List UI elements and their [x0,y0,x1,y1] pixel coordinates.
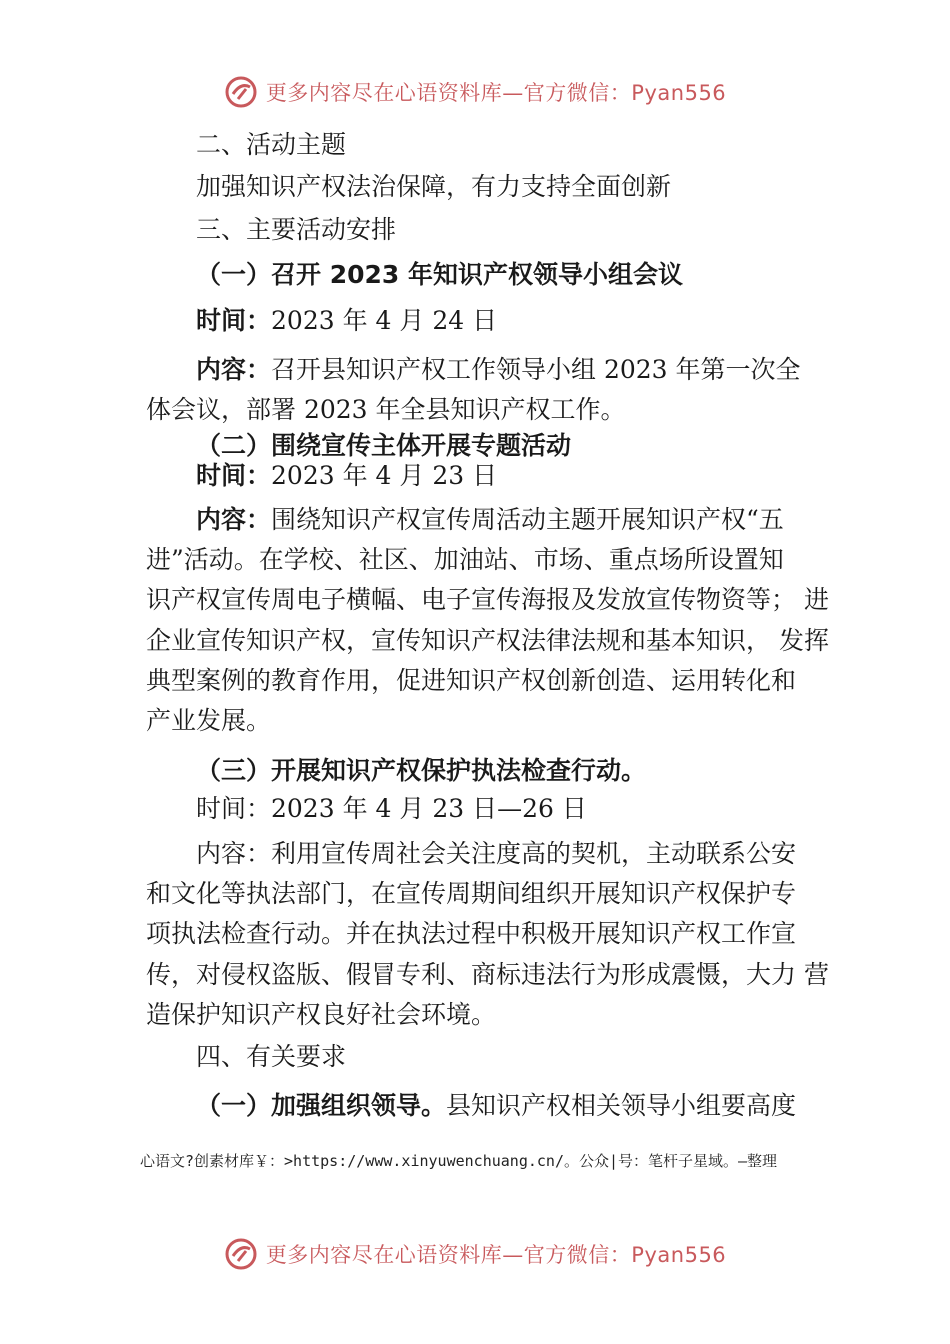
content-2-line4: 企业宣传知识产权，宣传知识产权法律法规和基本知识， 发挥 [146,626,829,655]
content-3-line4: 传，对侵权盗版、假冒专利、商标违法行为形成震慑，大力 营 [146,960,829,989]
section-heading-4: 四、有关要求 [196,1042,347,1071]
content-3-line1: 内容：利用宣传周社会关注度高的契机，主动联系公安 [196,839,797,868]
brand-logo-icon [224,1237,258,1271]
time-label: 时间： [196,461,272,490]
time-1 [196,304,497,338]
content-2-line6: 产业发展。 [146,706,272,735]
content-2 [196,503,784,537]
source-footer: 心语文?创素材库￥：>https://www.xinyuwenchuang.cn/。公众|号：笔杆子星域。—整理 [140,1152,778,1170]
content-1-cont: 体会议，部署 2023 年全县知识产权工作。 [146,395,626,424]
content-label: 内容： [196,505,272,534]
time-2 [196,459,497,493]
content-2-line2: 进”活动。在学校、社区、加油站、市场、重点场所设置知 [146,545,784,574]
time-value: 2023 年 4 月 23 日 [271,461,498,490]
time-value: 2023 年 4 月 24 日 [271,306,498,335]
requirement-1 [196,1089,796,1123]
content-1 [196,353,801,387]
requirement-heading: （一）加强组织领导。 [196,1091,447,1120]
content-3-line3: 项执法检查行动。并在执法过程中积极开展知识产权工作宣 [146,919,797,948]
subheading-3: （三）开展知识产权保护执法检查行动。 [196,756,647,785]
requirement-text: 县知识产权相关领导小组要高度 [446,1091,797,1120]
content-2-line3: 识产权宣传周电子横幅、电子宣传海报及发放宣传物资等； 进 [146,585,829,614]
time-label: 时间： [196,306,272,335]
content-text: 围绕知识产权宣传周活动主题开展知识产权“五 [271,505,784,534]
subheading-2: （二）围绕宣传主体开展专题活动 [196,431,572,460]
content-2-line5: 典型案例的教育作用，促进知识产权创新创造、运用转化和 [146,666,797,695]
watermark-header [0,70,950,114]
watermark-footer [0,1232,950,1276]
activity-theme: 加强知识产权法治保障，有力支持全面创新 [196,172,672,201]
watermark-text: 更多内容尽在心语资料库—官方微信：Pyan556 [265,1243,727,1267]
section-heading-3: 三、主要活动安排 [196,215,397,244]
brand-logo-icon [224,75,258,109]
content-text: 召开县知识产权工作领导小组 2023 年第一次全 [271,355,801,384]
content-label: 内容： [196,355,272,384]
section-heading-2: 二、活动主题 [196,130,347,159]
content-3-line2: 和文化等执法部门，在宣传周期间组织开展知识产权保护专 [146,879,797,908]
time-3: 时间：2023 年 4 月 23 日—26 日 [196,794,587,823]
watermark-text: 更多内容尽在心语资料库—官方微信：Pyan556 [265,81,727,105]
content-3-line5: 造保护知识产权良好社会环境。 [146,1000,497,1029]
subheading-1: （一）召开 2023 年知识产权领导小组会议 [196,260,683,289]
